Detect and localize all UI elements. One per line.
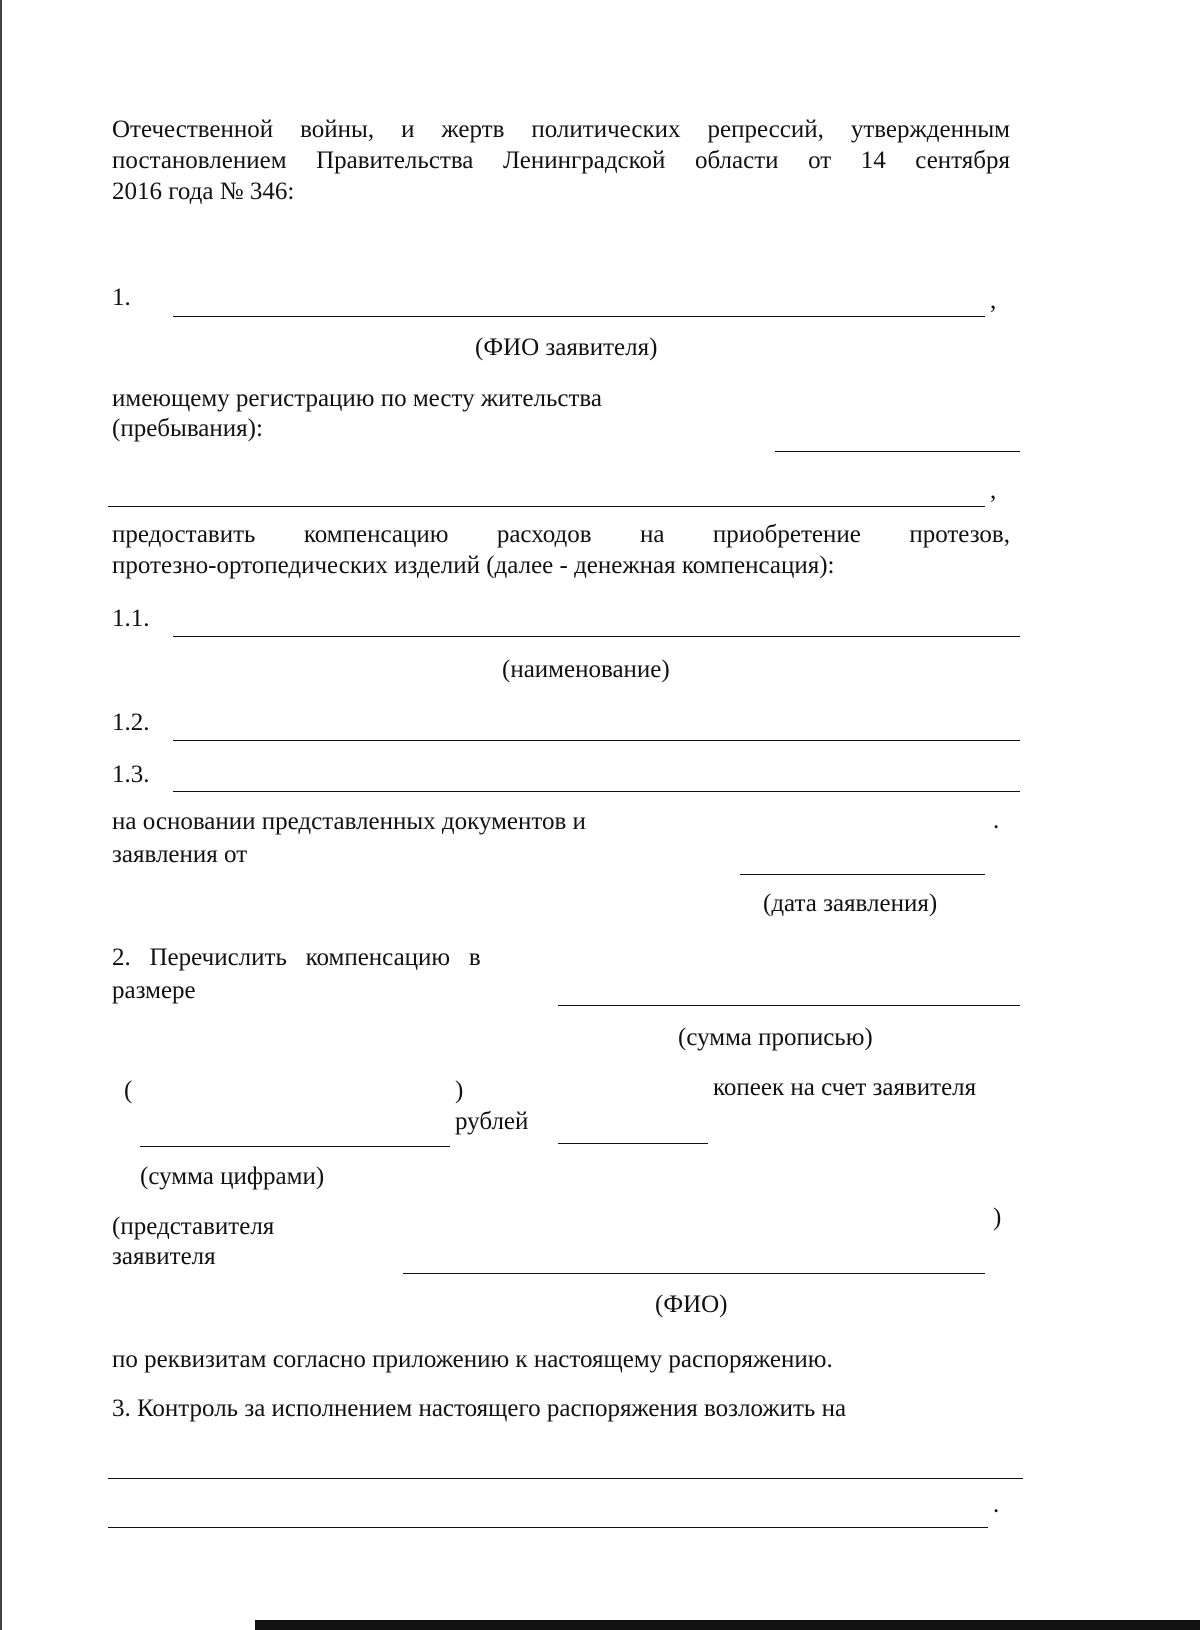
registration-address-field-1[interactable] — [775, 451, 1020, 452]
item-1-3-field[interactable] — [173, 791, 1020, 792]
registration-address-field-2[interactable] — [108, 506, 985, 507]
item-1-2-field[interactable] — [173, 740, 1020, 741]
representative-line-2: заявителя — [112, 1243, 216, 1270]
item-2-line-2: размере — [112, 977, 196, 1004]
requisites-text: по реквизитам согласно приложению к настоящему распоряжению. — [112, 1346, 833, 1373]
control-person-field-2[interactable] — [108, 1527, 988, 1528]
scan-left-edge — [0, 0, 2, 1630]
intro-line-3: 2016 года № 346: — [112, 178, 295, 205]
basis-line-2: заявления от — [112, 841, 248, 868]
item-3-text: 3. Контроль за исполнением настоящего распоряжения возложить на — [112, 1395, 847, 1422]
item-1-comma: , — [990, 287, 997, 314]
control-person-field-1[interactable] — [108, 1478, 1023, 1479]
applicant-name-field[interactable] — [173, 316, 985, 317]
amount-in-words-caption: (сумма прописью) — [678, 1024, 873, 1051]
item-1-3-number: 1.3. — [112, 761, 150, 788]
intro-line-2: постановлением Правительства Ленинградской области от 14 сентября — [112, 147, 1010, 174]
scan-bottom-bar — [255, 1620, 1200, 1630]
registration-line-1: имеющему регистрацию по месту жительства — [112, 385, 602, 412]
amount-in-digits-caption: (сумма цифрами) — [140, 1163, 325, 1190]
kopecks-label: копеек на счет заявителя — [713, 1074, 977, 1101]
amount-paren-open: ( — [124, 1077, 133, 1104]
item-1-2-number: 1.2. — [112, 709, 150, 736]
item-1-1-caption: (наименование) — [502, 656, 670, 683]
applicant-name-caption: (ФИО заявителя) — [475, 334, 658, 361]
rubles-label: рублей — [455, 1108, 529, 1135]
representative-line-1: (представителя — [112, 1213, 275, 1240]
representative-name-field[interactable] — [403, 1273, 985, 1274]
basis-period: . — [993, 807, 1000, 834]
amount-in-digits-field[interactable] — [140, 1146, 450, 1147]
item-3-period: . — [993, 1491, 1000, 1518]
application-date-caption: (дата заявления) — [763, 890, 938, 917]
item-2-line-1: 2. Перечислить компенсацию в — [112, 944, 481, 971]
registration-comma: , — [990, 477, 997, 504]
provide-line-2: протезно-ортопедических изделий (далее - денежная компенсация): — [112, 552, 835, 579]
intro-line-1: Отечественной войны, и жертв политических репрессий, утвержденным — [112, 116, 1010, 143]
representative-paren-close: ) — [993, 1204, 1002, 1231]
item-1-1-number: 1.1. — [112, 605, 150, 632]
kopecks-field[interactable] — [558, 1143, 708, 1144]
representative-name-caption: (ФИО) — [655, 1291, 728, 1318]
basis-line-1: на основании представленных документов и — [112, 808, 586, 835]
registration-line-2: (пребывания): — [112, 415, 263, 442]
item-1-number: 1. — [112, 284, 131, 311]
amount-paren-close: ) — [455, 1077, 464, 1104]
amount-in-words-field[interactable] — [558, 1005, 1020, 1006]
application-date-field[interactable] — [740, 874, 985, 875]
item-1-1-field[interactable] — [173, 636, 1020, 637]
provide-line-1: предоставить компенсацию расходов на приобретение протезов, — [112, 521, 1010, 548]
